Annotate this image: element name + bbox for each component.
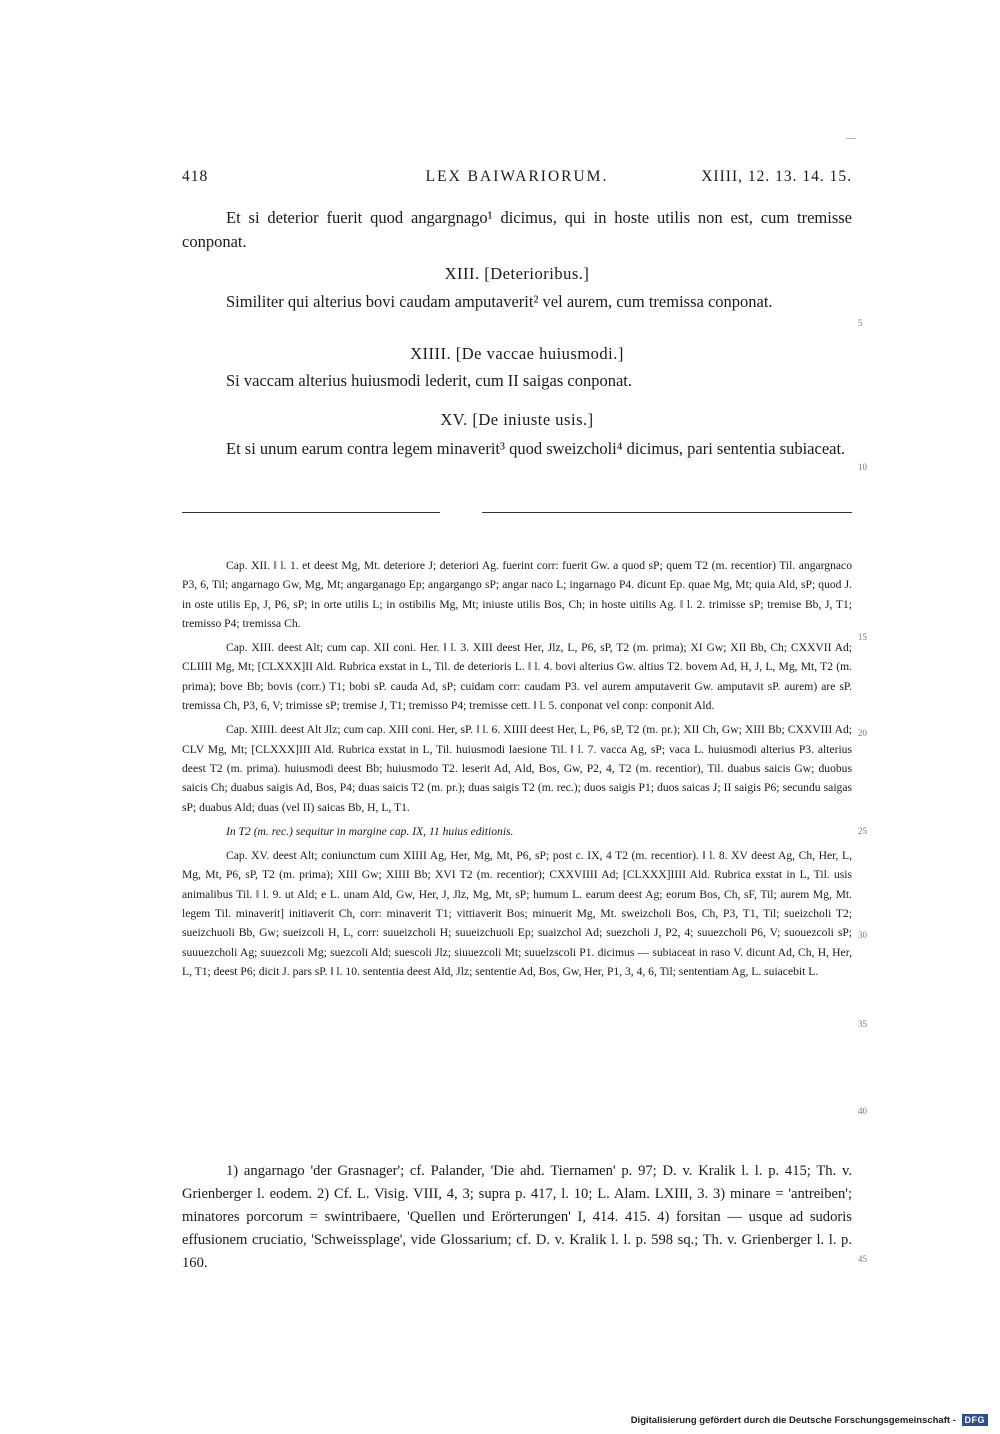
margin-mark	[846, 138, 856, 139]
separator-rule-left	[182, 512, 440, 513]
running-title: LEX BAIWARIORUM.	[425, 168, 609, 185]
separator-rule-right	[482, 512, 852, 513]
dfg-logo: DFG	[962, 1414, 989, 1426]
footnotes	[182, 1160, 852, 1275]
chapter-reference: XIIII, 12. 13. 14. 15.	[701, 168, 852, 185]
footnote-text: 1) angarnago 'der Grasnager'; cf. Palander, 'Die ahd. Tiernamen' p. 97; D. v. Kralik l. l. p. 415; Th. v. Grienberger l. eodem. 2) Cf. L. Visig. VIII, 4, 3; supra p. 417, l. 10; L. Alam. LXIII, 3. 3) minare = 'antreiben'; minatores porcorum = swintribaere, 'Quellen und Erörterungen' I, 414. 415. 4) forsitan — usque ad sudoris effusionem cruciatio, 'Schweissplage', vide Glossarium; cf. D. v. Kralik l. l. p. 598 sq.; Th. v. Grienberger l. l. p. 160.	[182, 1163, 852, 1271]
paragraph-chapter-13: Similiter qui alterius bovi caudam amputaverit² vel aurem, cum tremissa conponat.	[226, 292, 773, 311]
apparatus-note: In T2 (m. rec.) sequitur in margine cap. IX, 11 huius editionis.	[226, 824, 514, 838]
apparatus-note: Cap. XV. deest Alt; coniunctum cum XIIII Ag, Her, Mg, Mt, P6, sP; post c. IX, 4 T2 (m. recentior). ‖ l. 8. XV deest Ag, Ch, Her, L, Mg, Mt, P6, sP, T2 (m. prima); XIII Gw; XIIII Bb; XVI T2 (m. recentior); CXXVIIII Ad; [CLXXX]IIII Ald. Rubrica exstat in L, Til. usis animalibus Til. ‖ l. 9. ut Ald; e L. unam Ald, Gw, Her, J, Jlz, Mg, Mt, sP; humum L. earum deest Ag; eorum Bos, Ch, sF, Til; aurem Mg, Mt. legem Til. minaverit] initiaverit Ch, corr: minaverit T1; vittiaverit Bos; minuerit Mg, Mt. sweizcholi Bos, Ch, P3, T1, Til; sueizcholi T2; sueizchuoli Bb, Gw; sueizcoli H, L, corr: suueizcholi H; suueizchuoli Ep; suaizchol Ad; suezcholi J, P2, 4; suuezcholi P6, V; suouezcoli sP; suuuezcholi Ag; suuezcoli Mg; suezcoli Ald; suescoli Jlz; siuuezcoli Mt; suuelzscoli P1. dicimus — subiaceat in raso V. dicunt Ad, Ch, H, Her, L, T1; deest P6; dicit J. pars sP. ‖ l. 10. sententia deest Ald, Jlz; sententie Ad, Bos, Gw, Her, P1, 3, 4, 6, Til; sententiam Ag, L. suiacebit L.	[182, 849, 852, 978]
paragraph-chapter-12: Et si deterior fuerit quod angargnago¹ dicimus, qui in hoste utilis non est, cum tremisse conponat.	[182, 208, 852, 251]
line-number: 40	[858, 1106, 867, 1116]
heading-chapter-15: XV. [De iniuste usis.]	[440, 410, 594, 429]
line-number: 5	[858, 318, 863, 328]
apparatus-note: Cap. XII. ‖ l. 1. et deest Mg, Mt. deteriore J; deteriori Ag. fuerint corr: fuerit Gw. a quod sP; quem T2 (m. recentior) Til. angargnaco P3, 6, Til; angarnago Gw, Mg, Mt; angarganago Ep; angargango sP; angar naco L; ingarnago P4. dicunt Ep. quae Mg, Mt; quia Ald, sP; quod J. in oste utilis Ep, J, P6, sP; in orte utilis L; in ostibilis Mg, Mt; iniuste utilis Bos, Ch; in hoste uitilis Ag. ‖ l. 2. trimisse sP; tremise Bb, J, T1; tremisso P4; tremissa Ch.	[182, 559, 852, 630]
apparatus-note: Cap. XIIII. deest Alt Jlz; cum cap. XIII coni. Her, sP. ‖ l. 6. XIIII deest Her, L, P6, sP, T2 (m. pr.); XII Ch, Gw; XIII Bb; CXXVIII Ad; CLV Mg, Mt; [CLXXX]III Ald. Rubrica exstat in L, Til. huiusmodi laesione Til. ‖ l. 7. vacca Ag, sP; vaca L. huiusmodi alterius P3. alterius deest T2 (m. prima). huiusmodi deest Bb; huiusmodo T2. leserit Ad, Ald, Bos, Gw, P2, 4, T2 (m. recentior), Til. duabus saicis Gw; duobus saicis Ch; duabus saigis Ad, Bos, P4; duas saicis T2 (m. pr.); duas saigis T2 (m. rec.); duos saigis P1; duos saicas J; II saigis P6; secundu saigas sP; duabus Ald; duas (vel II) saicas Bb, H, L, T1.	[182, 723, 852, 814]
credit-text: Digitalisierung gefördert durch die Deutsche Forschungsgemeinschaft -	[630, 1415, 956, 1426]
line-number: 30	[858, 930, 867, 940]
page-number: 418	[182, 168, 209, 185]
line-number: 20	[858, 728, 867, 738]
paragraph-chapter-14: Si vaccam alterius huiusmodi lederit, cum II saigas conponat.	[226, 371, 632, 390]
line-number: 45	[858, 1254, 867, 1264]
critical-apparatus	[182, 556, 852, 986]
paragraph-chapter-15: Et si unum earum contra legem minaverit³ quod sweizcholi⁴ dicimus, pari sententia subiaceat.	[226, 439, 846, 458]
line-number: 10	[858, 462, 867, 472]
line-number: 25	[858, 826, 867, 836]
apparatus-note: Cap. XIII. deest Alt; cum cap. XII coni. Her. ‖ l. 3. XIII deest Her, Jlz, L, P6, sP, T2 (m. prima); XI Gw; XII Bb, Ch; CXXVII Ad; CLIIII Mg, Mt; [CLXXX]II Ald. Rubrica exstat in L, Til. de deterioris L. ‖ l. 4. bovi alterius Gw. altius T2. bovem Ad, H, J, L, Mg, Mt, T2 (m. prima); bove Bb; bovis (corr.) T1; bobi sP. cauda Ad, sP; cuidam corr: caudam P3. vel aurem amputaverit Gw. amputavit sP. aurem) are sP. tremissa Ch, P3, 6, V; trimisse sP; tremise J, T1; tremisso P4; tremisse cett. ‖ l. 5. conponat vel conp: conponit Ald.	[182, 641, 852, 713]
line-number: 35	[858, 1019, 867, 1029]
heading-chapter-13: XIII. [Deterioribus.]	[444, 264, 590, 283]
heading-chapter-14: XIIII. [De vaccae huiusmodi.]	[410, 344, 624, 363]
digitization-credit	[631, 1414, 988, 1426]
line-number: 15	[858, 632, 867, 642]
